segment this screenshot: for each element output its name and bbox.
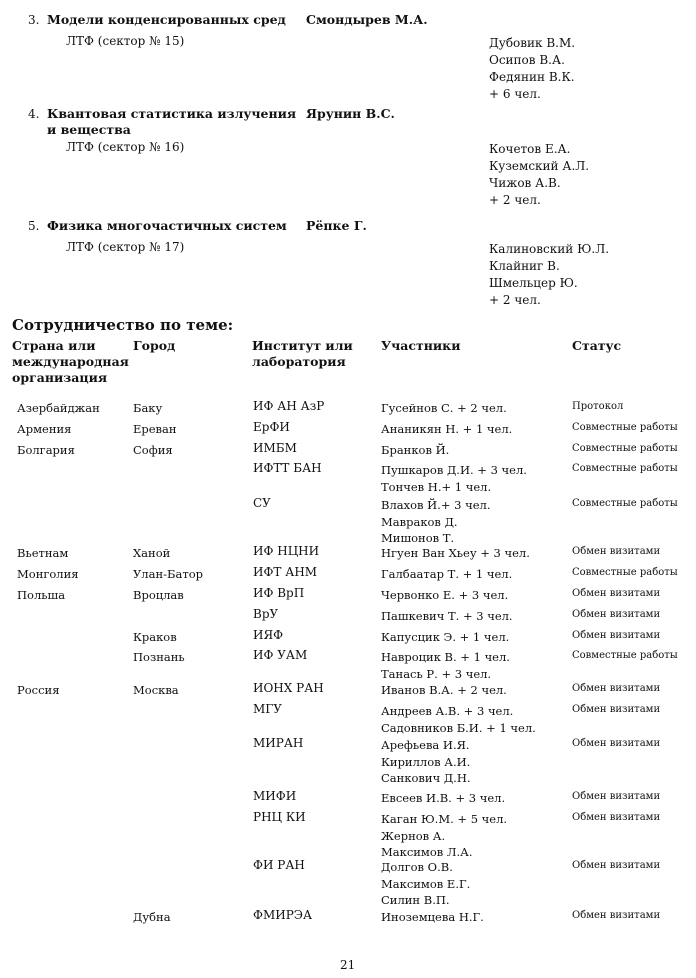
column-header-institute: Институт или: [252, 338, 353, 353]
status-cell: Обмен визитами: [572, 588, 661, 599]
institute-cell: МГУ: [253, 702, 282, 716]
institute-cell: СУ: [253, 496, 271, 510]
column-header-participants: Участники: [381, 338, 461, 353]
topic-lab: ЛТФ (сектор № 15): [66, 34, 185, 48]
topic-leader: Смондырев М.А.: [306, 12, 428, 27]
participant-cell: Иноземцева Н.Г.: [381, 910, 484, 924]
topic-member: + 6 чел.: [489, 87, 541, 101]
institute-cell: ВрУ: [253, 607, 279, 621]
status-cell: Совместные работы: [572, 498, 678, 509]
city-cell: Ханой: [133, 546, 171, 560]
participant-cell: Гусейнов С. + 2 чел.: [381, 401, 507, 415]
topic-member: Шмельцер Ю.: [489, 276, 578, 290]
status-cell: Обмен визитами: [572, 683, 661, 694]
institute-cell: ИФ НЦНИ: [253, 544, 320, 558]
institute-cell: ФИ РАН: [253, 858, 305, 872]
city-cell: Дубна: [133, 910, 171, 924]
participant-cell: Арефьева И.Я.: [381, 738, 470, 752]
participant-cell: Максимов Е.Г.: [381, 876, 471, 891]
topic-title: Физика многочастичных систем: [47, 218, 287, 233]
status-cell: Обмен визитами: [572, 791, 661, 802]
city-cell: Баку: [133, 401, 163, 415]
institute-cell: МИФИ: [253, 789, 297, 803]
institute-cell: МИРАН: [253, 736, 304, 750]
status-cell: Совместные работы: [572, 650, 678, 661]
participant-cell: Долгов О.В.: [381, 860, 453, 874]
participant-cell: Нгуен Ван Хьеу + 3 чел.: [381, 546, 530, 560]
participant-cell: Ананикян Н. + 1 чел.: [381, 422, 513, 436]
topic-member: Куземский А.Л.: [489, 159, 590, 173]
topic-number: 5.: [28, 219, 40, 233]
status-cell: Обмен визитами: [572, 812, 661, 823]
institute-cell: ФМИРЭА: [253, 908, 313, 922]
participant-cell: Каган Ю.М. + 5 чел.: [381, 812, 508, 826]
institute-cell: ИФТТ БАН: [253, 461, 322, 475]
institute-cell: ИФ ВрП: [253, 586, 305, 600]
institute-cell: РНЦ КИ: [253, 810, 306, 824]
topic-title: и вещества: [47, 122, 131, 137]
status-cell: Обмен визитами: [572, 704, 661, 715]
status-cell: Обмен визитами: [572, 630, 661, 641]
participant-cell: Мишонов Т.: [381, 531, 455, 545]
topic-leader: Рёпке Г.: [306, 218, 367, 233]
column-header-country: международная: [12, 354, 129, 369]
participant-cell: Червонко Е. + 3 чел.: [381, 588, 509, 602]
topic-title: Модели конденсированных сред: [47, 12, 286, 27]
column-header-institute: лаборатория: [252, 354, 346, 369]
participant-cell: Галбаатар Т. + 1 чел.: [381, 567, 513, 581]
institute-cell: ИФТ АНМ: [253, 565, 318, 579]
topic-member: Федянин В.К.: [489, 70, 575, 84]
country-cell: Россия: [17, 683, 60, 697]
column-header-country: организация: [12, 370, 108, 385]
institute-cell: ЕрФИ: [253, 420, 290, 434]
city-cell: Познань: [133, 650, 185, 664]
status-cell: Совместные работы: [572, 443, 678, 454]
participant-cell: Навроцик В. + 1 чел.: [381, 650, 510, 664]
country-cell: Польша: [17, 588, 66, 602]
status-cell: Совместные работы: [572, 463, 678, 474]
institute-cell: ИМБМ: [253, 441, 297, 455]
participant-cell: Иванов В.А. + 2 чел.: [381, 683, 507, 697]
participant-cell: Евсеев И.В. + 3 чел.: [381, 791, 506, 805]
participant-cell: Влахов Й.+ 3 чел.: [381, 498, 491, 512]
participant-cell: Танась Р. + 3 чел.: [381, 666, 492, 681]
city-cell: Улан-Батор: [133, 567, 203, 581]
status-cell: Протокол: [572, 401, 624, 412]
status-cell: Совместные работы: [572, 567, 678, 578]
topic-lab: ЛТФ (сектор № 17): [66, 240, 185, 254]
country-cell: Армения: [17, 422, 72, 436]
column-header-city: Город: [133, 338, 176, 353]
topic-member: Чижов А.В.: [489, 176, 561, 190]
participant-cell: Максимов Л.А.: [381, 845, 473, 859]
status-cell: Обмен визитами: [572, 910, 661, 921]
participant-cell: Бранков Й.: [381, 443, 450, 457]
topic-lab: ЛТФ (сектор № 16): [66, 140, 185, 154]
participant-cell: Кириллов А.И.: [381, 754, 471, 769]
topic-member: Калиновский Ю.Л.: [489, 242, 610, 256]
column-header-country: Страна или: [12, 338, 96, 353]
cooperation-heading: Сотрудничество по теме:: [12, 316, 234, 334]
participant-cell: Жернов А.: [381, 828, 446, 843]
city-cell: Ереван: [133, 422, 177, 436]
topic-number: 4.: [28, 107, 40, 121]
column-header-status: Статус: [572, 338, 622, 353]
city-cell: София: [133, 443, 173, 457]
participant-cell: Садовников Б.И. + 1 чел.: [381, 720, 536, 735]
topic-title: Квантовая статистика излучения: [47, 106, 297, 121]
participant-cell: Санкович Д.Н.: [381, 771, 471, 785]
topic-leader: Ярунин В.С.: [306, 106, 395, 121]
country-cell: Вьетнам: [17, 546, 69, 560]
institute-cell: ИФ УАМ: [253, 648, 308, 662]
country-cell: Азербайджан: [17, 401, 100, 415]
country-cell: Болгария: [17, 443, 75, 457]
participant-cell: Тончев Н.+ 1 чел.: [381, 479, 492, 494]
institute-cell: ИЯФ: [253, 628, 284, 642]
status-cell: Совместные работы: [572, 422, 678, 433]
participant-cell: Капусцик Э. + 1 чел.: [381, 630, 510, 644]
page-number: 21: [340, 958, 356, 972]
topic-member: Дубовик В.М.: [489, 36, 576, 50]
participant-cell: Андреев А.В. + 3 чел.: [381, 704, 514, 718]
institute-cell: ИФ АН АзР: [253, 399, 325, 413]
status-cell: Обмен визитами: [572, 546, 661, 557]
participant-cell: Пушкаров Д.И. + 3 чел.: [381, 463, 527, 477]
participant-cell: Мавраков Д.: [381, 514, 458, 529]
topic-member: + 2 чел.: [489, 293, 541, 307]
status-cell: Обмен визитами: [572, 738, 661, 749]
status-cell: Обмен визитами: [572, 860, 661, 871]
city-cell: Вроцлав: [133, 588, 184, 602]
topic-member: Осипов В.А.: [489, 53, 565, 67]
status-cell: Обмен визитами: [572, 609, 661, 620]
topic-member: + 2 чел.: [489, 193, 541, 207]
topic-member: Кочетов Е.А.: [489, 142, 571, 156]
city-cell: Москва: [133, 683, 179, 697]
topic-number: 3.: [28, 13, 40, 27]
topic-member: Клайниг В.: [489, 259, 560, 273]
institute-cell: ИОНХ РАН: [253, 681, 324, 695]
participant-cell: Пашкевич Т. + 3 чел.: [381, 609, 513, 623]
city-cell: Краков: [133, 630, 177, 644]
participant-cell: Силин В.П.: [381, 893, 450, 907]
country-cell: Монголия: [17, 567, 79, 581]
